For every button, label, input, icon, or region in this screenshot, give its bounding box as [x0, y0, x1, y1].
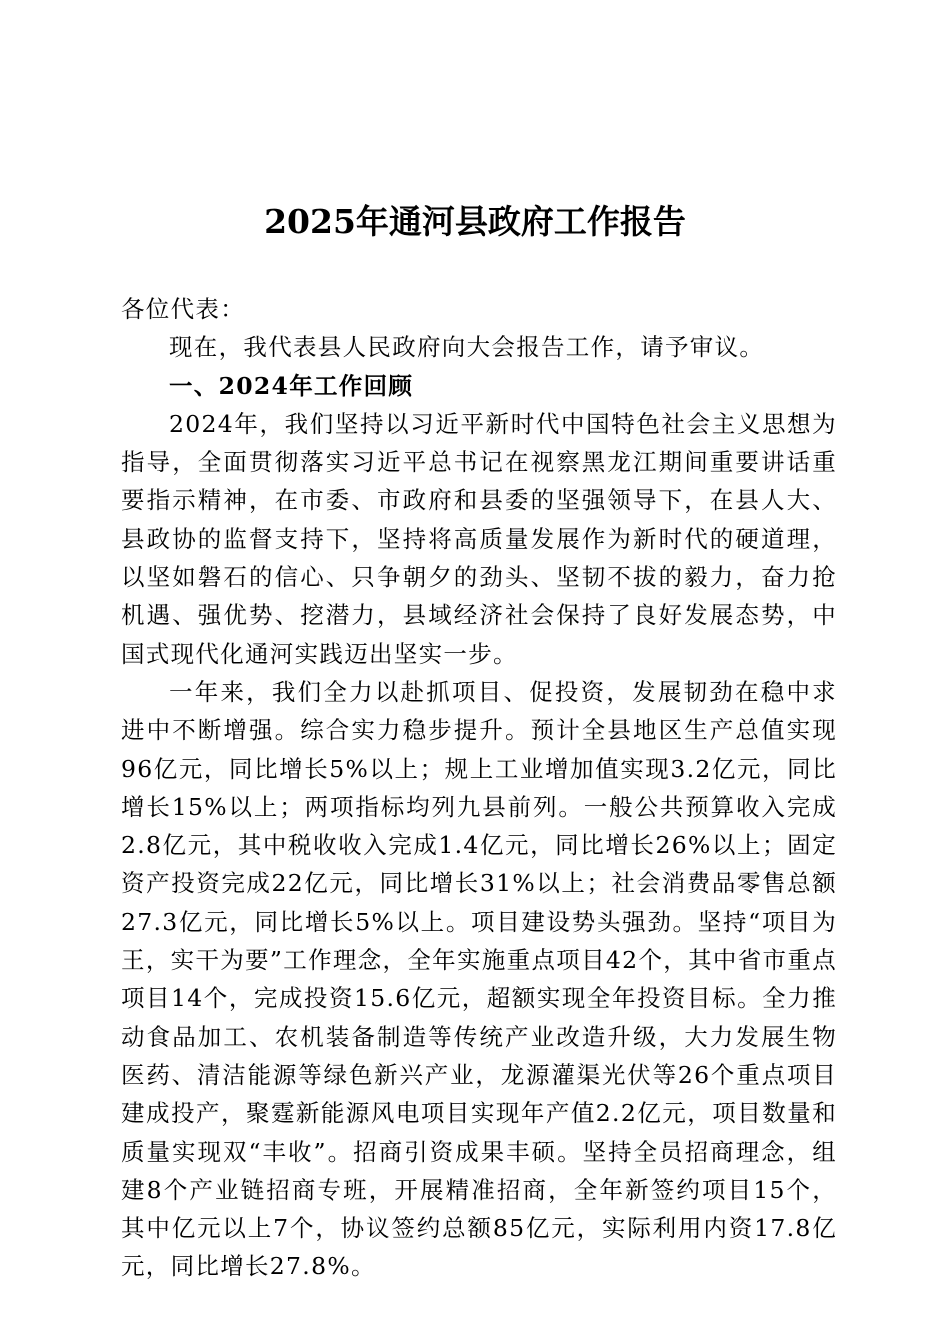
intro-paragraph: 现在，我代表县人民政府向大会报告工作，请予审议。 [169, 333, 765, 362]
body-paragraph-2: 一年来，我们全力以赴抓项目、促投资，发展韧劲在稳中求进中不断增强。综合实力稳步提升。预计全县地区生产总值实现96亿元，同比增长5%以上；规上工业增加值实现3.2亿元，同比增长15%以上；两项指标均列九县前列。一般公共预算收入完成2.8亿元，其中税收收入完成1.4亿元，同比增长26%以上；固定资产投资完成22亿元，同比增长31%以上；社会消费品零售总额27.3亿元，同比增长5%以上。项目建设势头强劲。坚持“项目为王，实干为要”工作理念，全年实施重点项目42个，其中省市重点项目14个，完成投资15.6亿元，超额实现全年投资目标。全力推动食品加工、农机装备制造等传统产业改造升级，大力发展生物医药、清洁能源等绿色新兴产业，龙源灌渠光伏等26个重点项目建成投产，聚霆新能源风电项目实现年产值2.2亿元，项目数量和质量实现双“丰收”。招商引资成果丰硕。坚持全员招商理念，组建8个产业链招商专班，开展精准招商，全年新签约项目15个，其中亿元以上7个，协议签约总额85亿元，实际利用内资17.8亿元，同比增长27.8%。 [121, 677, 837, 1281]
document-body [121, 290, 837, 1286]
document-title: 2025年通河县政府工作报告 [264, 202, 686, 241]
body-paragraph-1: 2024年，我们坚持以习近平新时代中国特色社会主义思想为指导，全面贯彻落实习近平总书记在视察黑龙江期间重要讲话重要指示精神，在市委、市政府和县委的坚强领导下，在县人大、县政协的监督支持下，坚持将高质量发展作为新时代的硬道理，以坚如磐石的信心、只争朝夕的劲头、坚韧不拔的毅力，奋力抢机遇、强优势、挖潜力，县域经济社会保持了良好发展态势，中国式现代化通河实践迈出坚实一步。 [121, 409, 837, 668]
section-heading: 一、2024年工作回顾 [169, 371, 414, 400]
salutation: 各位代表： [121, 295, 245, 323]
